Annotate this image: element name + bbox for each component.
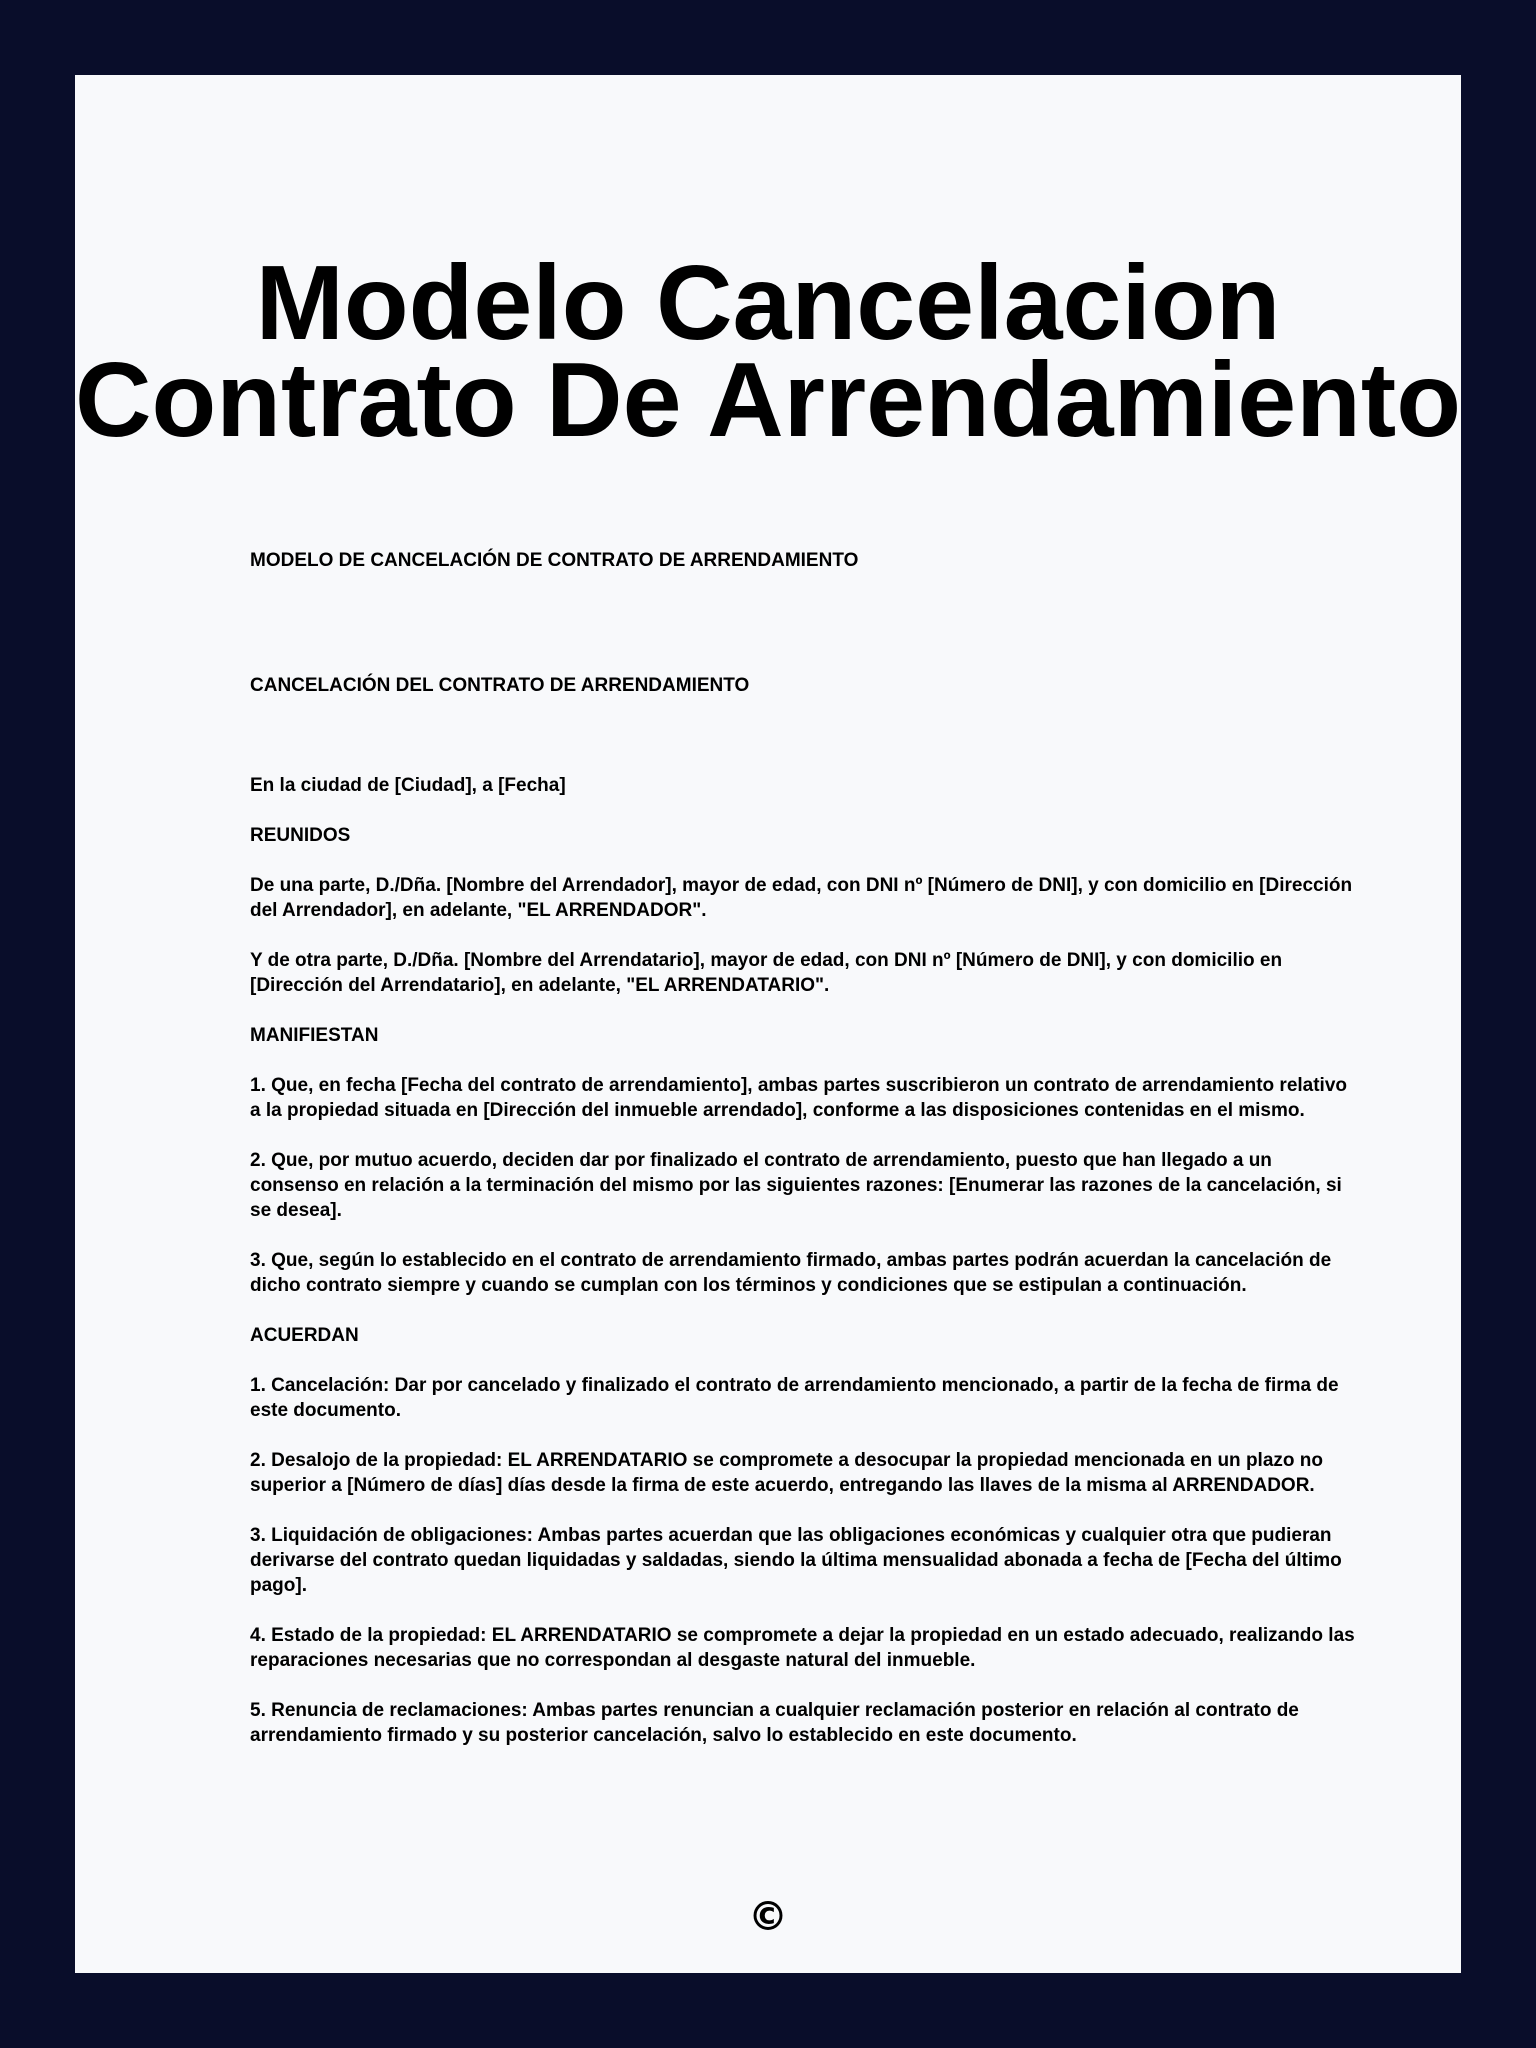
copyright-icon: © xyxy=(748,1894,788,1940)
manifiestan-item: 2. Que, por mutuo acuerdo, deciden dar por finalizado el contrato de arrendamiento, puesto que han llegado a un consenso en relación a la terminación del mismo por las siguientes razones: [Enumerar las razones de la cancelación, si se desea]. xyxy=(250,1150,1342,1221)
model-heading: MODELO DE CANCELACIÓN DE CONTRATO DE ARRENDAMIENTO xyxy=(250,550,859,571)
document-page xyxy=(75,75,1461,1973)
reunidos-heading: REUNIDOS xyxy=(250,825,351,846)
acuerdan-item: 4. Estado de la propiedad: EL ARRENDATARIO se compromete a dejar la propiedad en un estado adecuado, realizando las reparaciones necesarias que no correspondan al desgaste natural del inmueble. xyxy=(250,1625,1355,1671)
manifiestan-heading: MANIFIESTAN xyxy=(250,1025,379,1046)
title-line-1: Modelo Cancelacion xyxy=(255,244,1281,362)
acuerdan-item: 2. Desalojo de la propiedad: EL ARRENDATARIO se compromete a desocupar la propiedad mencionada en un plazo no superior a [Número de días] días desde la firma de este acuerdo, entregando las llaves de la misma al ARRENDADOR. xyxy=(250,1450,1323,1496)
cancellation-heading: CANCELACIÓN DEL CONTRATO DE ARRENDAMIENTO xyxy=(250,675,750,696)
acuerdan-item: 3. Liquidación de obligaciones: Ambas partes acuerdan que las obligaciones económicas y cualquier otra que pudieran derivarse del contrato quedan liquidadas y saldadas, siendo la última mensualidad abonada a fecha de [Fecha del último pago]. xyxy=(250,1525,1342,1596)
title-line-2: Contrato De Arrendamiento xyxy=(75,341,1461,459)
acuerdan-item: 1. Cancelación: Dar por cancelado y finalizado el contrato de arrendamiento mencionado, a partir de la fecha de firma de este documento. xyxy=(250,1375,1339,1421)
document-body xyxy=(250,548,1360,1773)
manifiestan-item: 3. Que, según lo establecido en el contrato de arrendamiento firmado, ambas partes podrán acuerdan la cancelación de dicho contrato siempre y cuando se cumplan con los términos y condiciones que se estipulan a continuación. xyxy=(250,1250,1332,1296)
city-date-line: En la ciudad de [Ciudad], a [Fecha] xyxy=(250,775,566,796)
party-arrendador: De una parte, D./Dña. [Nombre del Arrendador], mayor de edad, con DNI nº [Número de DNI], y con domicilio en [Dirección del Arrendador], en adelante, "EL ARRENDADOR". xyxy=(250,875,1353,921)
manifiestan-item: 1. Que, en fecha [Fecha del contrato de arrendamiento], ambas partes suscribieron un contrato de arrendamiento relativo a la propiedad situada en [Dirección del inmueble arrendado], conforme a las disposiciones contenidas en el mismo. xyxy=(250,1075,1348,1121)
party-arrendatario: Y de otra parte, D./Dña. [Nombre del Arrendatario], mayor de edad, con DNI nº [Número de DNI], y con domicilio en [Dirección del Arrendatario], en adelante, "EL ARRENDATARIO". xyxy=(250,950,1283,996)
document-title xyxy=(75,244,1461,459)
acuerdan-item: 5. Renuncia de reclamaciones: Ambas partes renuncian a cualquier reclamación posterior en relación al contrato de arrendamiento firmado y su posterior cancelación, salvo lo establecido en este documento. xyxy=(250,1700,1299,1746)
acuerdan-heading: ACUERDAN xyxy=(250,1325,359,1346)
